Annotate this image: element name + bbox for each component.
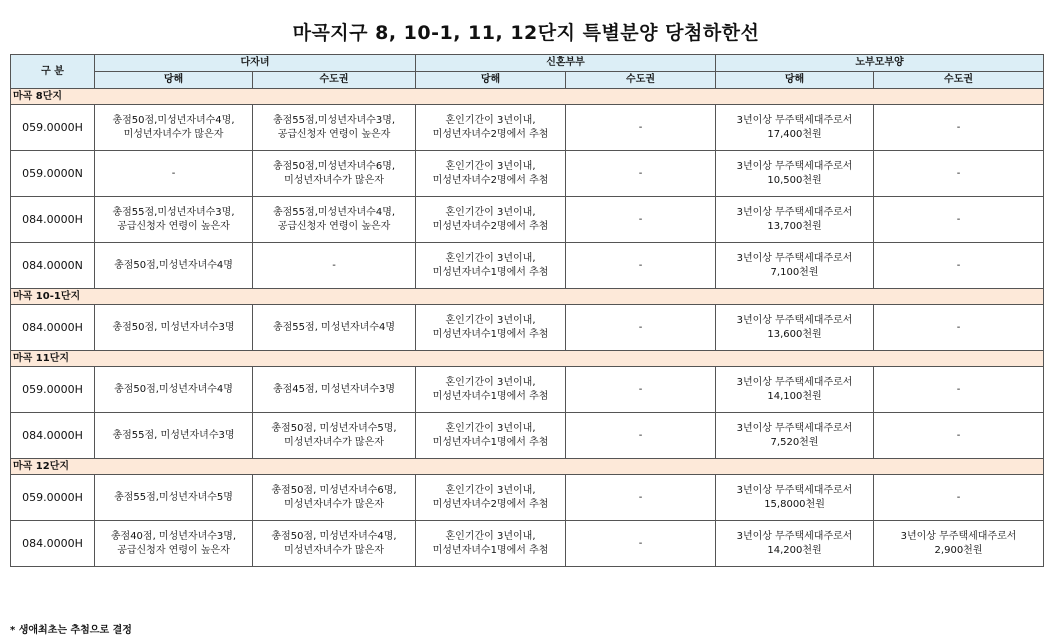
table-cell: -	[874, 197, 1044, 243]
table-row	[11, 521, 1044, 567]
table-cell: -	[566, 243, 716, 289]
table-cell: 혼인기간이 3년이내, 미성년자녀수2명에서 추첨	[416, 151, 566, 197]
table-cell: 혼인기간이 3년이내, 미성년자녀수1명에서 추첨	[416, 367, 566, 413]
table-cell: 혼인기간이 3년이내, 미성년자녀수1명에서 추첨	[416, 243, 566, 289]
table-cell: 혼인기간이 3년이내, 미성년자녀수2명에서 추첨	[416, 197, 566, 243]
unit-type: 084.0000N	[11, 243, 95, 289]
table-row	[11, 105, 1044, 151]
table-cell: -	[95, 151, 253, 197]
table-row	[11, 243, 1044, 289]
table-cell: -	[874, 367, 1044, 413]
table-cell: 혼인기간이 3년이내, 미성년자녀수1명에서 추첨	[416, 305, 566, 351]
header-group-nobumo: 노부모부양	[716, 55, 1044, 72]
table-cell: 총점50점, 미성년자녀수4명, 미성년자녀수가 많은자	[253, 521, 416, 567]
table-cell: -	[874, 243, 1044, 289]
table-cell: 총점50점, 미성년자녀수5명, 미성년자녀수가 많은자	[253, 413, 416, 459]
header-sub: 당해	[716, 72, 874, 89]
table-cell: -	[874, 105, 1044, 151]
table-cell: 3년이상 무주택세대주로서 13,700천원	[716, 197, 874, 243]
table-cell: 총점55점, 미성년자녀수3명	[95, 413, 253, 459]
section-name: 마곡 8단지	[11, 89, 1044, 105]
table-cell: 총점55점,미성년자녀수5명	[95, 475, 253, 521]
header-group-sinhon: 신혼부부	[416, 55, 716, 72]
table-cell: 총점55점,미성년자녀수3명, 공급신청자 연령이 높은자	[253, 105, 416, 151]
table-cell: -	[566, 151, 716, 197]
table-cell: 총점50점, 미성년자녀수6명, 미성년자녀수가 많은자	[253, 475, 416, 521]
section-name: 마곡 11단지	[11, 351, 1044, 367]
section-name: 마곡 10-1단지	[11, 289, 1044, 305]
table-cell: 혼인기간이 3년이내, 미성년자녀수1명에서 추첨	[416, 413, 566, 459]
table-row	[11, 475, 1044, 521]
header-sub: 당해	[95, 72, 253, 89]
section-row	[11, 459, 1044, 475]
section-row	[11, 289, 1044, 305]
table-cell: -	[874, 151, 1044, 197]
footnote: * 생애최초는 추첨으로 결정	[10, 625, 132, 636]
table-cell: 총점55점, 미성년자녀수4명	[253, 305, 416, 351]
table-cell: -	[566, 413, 716, 459]
table-cell: 총점50점,미성년자녀수4명	[95, 367, 253, 413]
table-body	[11, 89, 1044, 567]
table-cell: 3년이상 무주택세대주로서 13,600천원	[716, 305, 874, 351]
header-sub: 수도권	[566, 72, 716, 89]
table-cell: 3년이상 무주택세대주로서 14,100천원	[716, 367, 874, 413]
table-cell: 총점50점,미성년자녀수4명	[95, 243, 253, 289]
table-cell: 혼인기간이 3년이내, 미성년자녀수2명에서 추첨	[416, 105, 566, 151]
header-sub: 당해	[416, 72, 566, 89]
page-title: 마곡지구 8, 10-1, 11, 12단지 특별분양 당첨하한선	[292, 22, 760, 44]
table-cell: 3년이상 무주택세대주로서 10,500천원	[716, 151, 874, 197]
table-cell: -	[874, 413, 1044, 459]
cutoff-table	[10, 54, 1044, 567]
section-name: 마곡 12단지	[11, 459, 1044, 475]
table-cell: -	[874, 475, 1044, 521]
table-cell: -	[566, 521, 716, 567]
table-cell: 3년이상 무주택세대주로서 7,100천원	[716, 243, 874, 289]
header-gubun: 구 분	[11, 55, 95, 89]
table-cell: 3년이상 무주택세대주로서 15,8000천원	[716, 475, 874, 521]
table-cell: 3년이상 무주택세대주로서 7,520천원	[716, 413, 874, 459]
table-row	[11, 305, 1044, 351]
table-row	[11, 151, 1044, 197]
header-group-dajanyeo: 다자녀	[95, 55, 416, 72]
table-cell: 3년이상 무주택세대주로서 2,900천원	[874, 521, 1044, 567]
section-row	[11, 351, 1044, 367]
table-cell: -	[566, 197, 716, 243]
table-row	[11, 413, 1044, 459]
table-cell: -	[253, 243, 416, 289]
table-cell: 총점55점,미성년자녀수3명, 공급신청자 연령이 높은자	[95, 197, 253, 243]
unit-type: 059.0000H	[11, 367, 95, 413]
table-cell: 3년이상 무주택세대주로서 14,200천원	[716, 521, 874, 567]
table-cell: 총점50점,미성년자녀수6명, 미성년자녀수가 많은자	[253, 151, 416, 197]
unit-type: 084.0000H	[11, 305, 95, 351]
table-row	[11, 197, 1044, 243]
unit-type: 059.0000H	[11, 105, 95, 151]
table-cell: 3년이상 무주택세대주로서 17,400천원	[716, 105, 874, 151]
table-cell: -	[566, 105, 716, 151]
unit-type: 084.0000H	[11, 197, 95, 243]
header-sub: 수도권	[874, 72, 1044, 89]
unit-type: 084.0000H	[11, 521, 95, 567]
table-cell: -	[566, 305, 716, 351]
table-cell: 혼인기간이 3년이내, 미성년자녀수1명에서 추첨	[416, 521, 566, 567]
unit-type: 059.0000N	[11, 151, 95, 197]
table-cell: 총점50점, 미성년자녀수3명	[95, 305, 253, 351]
table-cell: 총점50점,미성년자녀수4명, 미성년자녀수가 많은자	[95, 105, 253, 151]
table-cell: -	[566, 475, 716, 521]
unit-type: 084.0000H	[11, 413, 95, 459]
table-row	[11, 367, 1044, 413]
header-sub: 수도권	[253, 72, 416, 89]
table-cell: 혼인기간이 3년이내, 미성년자녀수2명에서 추첨	[416, 475, 566, 521]
unit-type: 059.0000H	[11, 475, 95, 521]
section-row	[11, 89, 1044, 105]
table-cell: 총점45점, 미성년자녀수3명	[253, 367, 416, 413]
table-cell: 총점55점,미성년자녀수4명, 공급신청자 연령이 높은자	[253, 197, 416, 243]
table-cell: -	[874, 305, 1044, 351]
table-cell: 총점40점, 미성년자녀수3명, 공급신청자 연령이 높은자	[95, 521, 253, 567]
table-cell: -	[566, 367, 716, 413]
